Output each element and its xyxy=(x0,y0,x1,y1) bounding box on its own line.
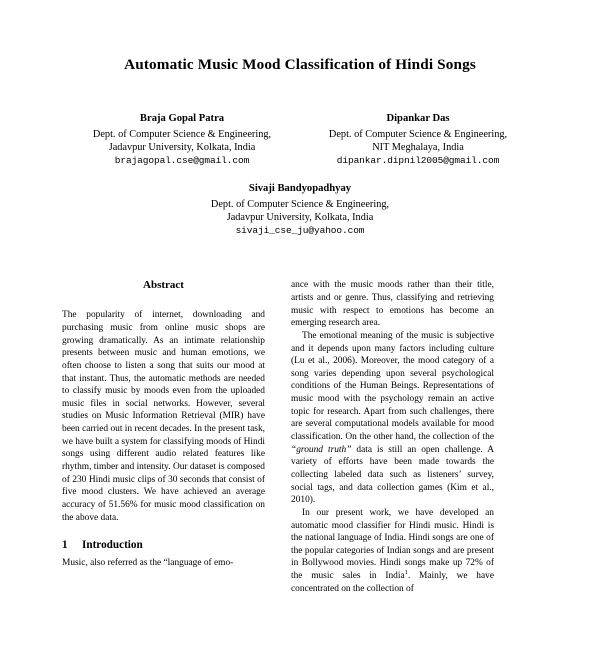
author-affiliation-line2: NIT Meghalaya, India xyxy=(372,141,464,153)
paper-page xyxy=(0,56,600,656)
ground-truth-italic: “ground truth” xyxy=(291,444,352,455)
author-email[interactable]: sivaji_cse_ju@yahoo.com xyxy=(235,225,365,237)
continuation-line: ance with the music moods rather than their title, xyxy=(291,280,494,291)
author-affiliation-line1: Dept. of Computer Science & Engineering, xyxy=(328,128,508,140)
author-affiliation-line1: Dept. of Computer Science & Engineering, xyxy=(210,198,390,210)
paragraph-1-rest: artists and or genre. Thus, classifying and retrieving music with respect to emotions has become an emerging research area. xyxy=(291,292,494,329)
abstract-heading: Abstract xyxy=(143,279,184,292)
paragraph-emotional-meaning xyxy=(291,330,494,507)
author-block-3 xyxy=(177,182,423,237)
author-affiliation-line2: Jadavpur University, Kolkata, India xyxy=(108,141,256,153)
author-block-2 xyxy=(300,112,536,167)
paragraph-2-part2: data is still an open challenge. A variety of efforts have been made towards the collecting labeled data such as listeners’ survey, social tags, and data collection games (Kim et al., 2010). xyxy=(291,444,494,506)
abstract-text: The popularity of internet, downloading and purchasing music from online music shops are growing dramatically. As an intimate relationship presents between music and human emotions, we often choose to listen a song that suits our mood at that instant. Thus, the automatic methods are needed to classify music by moods even from the uploaded music files in social networks. However, several studies on Music Information Retrieval (MIR) have been carried out in recent decades. In the present task, we have built a system for classifying moods of Hindi songs using different audio related features like rhythm, timber and intensity. Our dataset is composed of 230 Hindi music clips of 30 seconds that consist of five mood clusters. We have achieved an average accuracy of 51.56% for music mood classification on the above data. xyxy=(62,310,265,523)
author-block-1 xyxy=(64,112,300,167)
right-column xyxy=(291,279,494,595)
page-title: Automatic Music Mood Classification of Hindi Songs xyxy=(124,56,476,73)
section-heading-introduction xyxy=(62,539,265,551)
author-affiliation-line1: Dept. of Computer Science & Engineering, xyxy=(92,128,272,140)
body-columns xyxy=(62,279,538,595)
author-name: Sivaji Bandyopadhyay xyxy=(248,183,352,195)
author-affiliation-line2: Jadavpur University, Kolkata, India xyxy=(226,212,374,223)
author-name: Braja Gopal Patra xyxy=(139,113,225,125)
section-title: Introduction xyxy=(82,539,143,552)
introduction-paragraph-clipped: Music, also referred as the “language of emo- xyxy=(62,558,234,569)
section-number: 1 xyxy=(62,539,68,552)
continuation-paragraph xyxy=(291,279,494,330)
paragraph-2-part1: The emotional meaning of the music is subjective and it depends upon many factors including culture (Lu et al., 2006). Moreover, the mood category of a song varies depending upon several psychological conditions of the Human Beings. Representations of music mood with the psychology remain an active topic for research. Apart from such challenges, there are several computational models available for mood classification. On the other hand, the collection of the xyxy=(291,330,494,443)
footnote-marker[interactable]: 1 xyxy=(404,568,408,576)
left-column xyxy=(62,279,265,595)
paragraph-present-work xyxy=(291,507,494,595)
author-email[interactable]: brajagopal.cse@gmail.com xyxy=(114,155,250,167)
authors-row xyxy=(62,112,538,167)
author-email[interactable]: dipankar.dipnil2005@gmail.com xyxy=(336,155,500,167)
authors-row-second xyxy=(62,182,538,237)
paragraph-3-part2: . Mainly, we have concentrated on the collection of xyxy=(291,571,494,594)
author-name: Dipankar Das xyxy=(386,113,450,125)
paragraph-3-part1: In our present work, we have developed an automatic mood classifier for Hindi music. Hindi is the national language of India. Hindi songs are one of the popular categories of Indian songs and are present in Bollywood movies. Hindi songs make up 72% of the music sales in India xyxy=(291,507,494,582)
